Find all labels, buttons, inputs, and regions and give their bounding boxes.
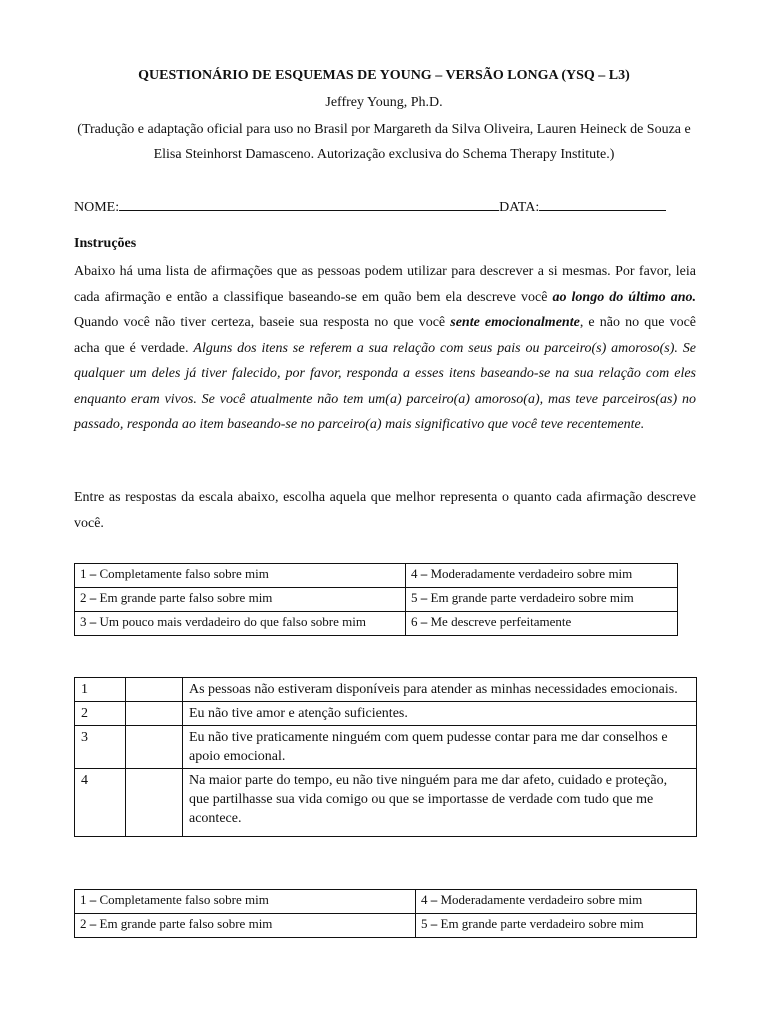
item-number: 4 <box>75 769 126 837</box>
item-text: Na maior parte do tempo, eu não tive ninguém para me dar afeto, cuidado e proteção, que partilhasse sua vida comigo ou que se importasse de verdade com tudo que me acontece. <box>183 769 697 837</box>
form-fields <box>74 195 694 216</box>
answer-cell[interactable] <box>126 726 183 769</box>
scale-instruction: Entre as respostas da escala abaixo, escolha aquela que melhor representa o quanto cada afirmação descreve você. <box>74 490 696 531</box>
scale-cell: 4 – Moderadamente verdadeiro sobre mim <box>416 890 697 914</box>
scale-cell: 1 – Completamente falso sobre mim <box>75 890 416 914</box>
scale-cell: 5 – Em grande parte verdadeiro sobre mim <box>416 914 697 938</box>
item-text: As pessoas não estiveram disponíveis para atender as minhas necessidades emocionais. <box>183 678 697 702</box>
document-title: QUESTIONÁRIO DE ESQUEMAS DE YOUNG – VERSÃO LONGA (YSQ – L3) <box>138 68 630 83</box>
items-table <box>74 677 697 837</box>
item-text: Eu não tive praticamente ninguém com quem pudesse contar para me dar conselhos e apoio emocional. <box>183 726 697 769</box>
scale-table <box>74 563 678 636</box>
table-row <box>75 890 697 914</box>
scale-table-repeat <box>74 889 697 938</box>
instr-text-1: Abaixo há uma lista de afirmações que as pessoas podem utilizar para descrever a si mesmas. Por favor, leia cada afirmação e então a classifique baseando-se em quão bem ela descreve você <box>74 264 696 305</box>
table-row <box>75 914 697 938</box>
item-number: 1 <box>75 678 126 702</box>
instr-text-3: , e não no que você acha que é verdade. <box>74 315 696 356</box>
instr-italic: Alguns dos itens se referem a sua relação com seus pais ou parceiro(s) amoroso(s). Se qualquer um deles já tiver falecido, por favor, responda a esses itens baseando-se na sua relação com eles enquanto eram vivos. Se você atualmente não tem um(a) parceiro(a) amoroso(a), mas teve parceiros(as) no passado, responda ao item baseando-se no parceiro(a) mais significativo que você teve recentemente. <box>74 340 697 432</box>
table-row <box>75 612 678 636</box>
author-line: Jeffrey Young, Ph.D. <box>325 95 443 110</box>
instructions-heading: Instruções <box>74 236 137 251</box>
instructions-paragraph <box>74 259 696 438</box>
item-number: 2 <box>75 702 126 726</box>
table-row <box>75 769 697 837</box>
scale-cell: 2 – Em grande parte falso sobre mim <box>75 914 416 938</box>
instr-text-2: Quando você não tiver certeza, baseie sua resposta no que você <box>74 315 451 330</box>
date-label: DATA: <box>499 200 540 215</box>
item-number: 3 <box>75 726 126 769</box>
answer-cell[interactable] <box>126 769 183 837</box>
instr-emphasis-1: ao longo do último ano. <box>552 289 696 305</box>
date-field[interactable] <box>539 195 666 211</box>
table-row <box>75 678 697 702</box>
item-text: Eu não tive amor e atenção suficientes. <box>183 702 697 726</box>
table-row <box>75 564 678 588</box>
table-row <box>75 702 697 726</box>
translation-note: (Tradução e adaptação oficial para uso no Brasil por Margareth da Silva Oliveira, Lauren Heineck de Souza e Elisa Steinhorst Damasceno. Autorização exclusiva do Schema Therapy Institute.) <box>77 122 691 162</box>
table-row <box>75 726 697 769</box>
name-field[interactable] <box>119 195 499 211</box>
scale-cell: 5 – Em grande parte verdadeiro sobre mim <box>406 588 678 612</box>
scale-cell: 2 – Em grande parte falso sobre mim <box>75 588 406 612</box>
scale-cell: 1 – Completamente falso sobre mim <box>75 564 406 588</box>
answer-cell[interactable] <box>126 702 183 726</box>
table-row <box>75 588 678 612</box>
answer-cell[interactable] <box>126 678 183 702</box>
scale-cell: 4 – Moderadamente verdadeiro sobre mim <box>406 564 678 588</box>
name-label: NOME: <box>74 200 120 215</box>
scale-cell: 3 – Um pouco mais verdadeiro do que falso sobre mim <box>75 612 406 636</box>
scale-cell: 6 – Me descreve perfeitamente <box>406 612 678 636</box>
instr-emphasis-2: sente emocionalmente <box>450 315 580 330</box>
